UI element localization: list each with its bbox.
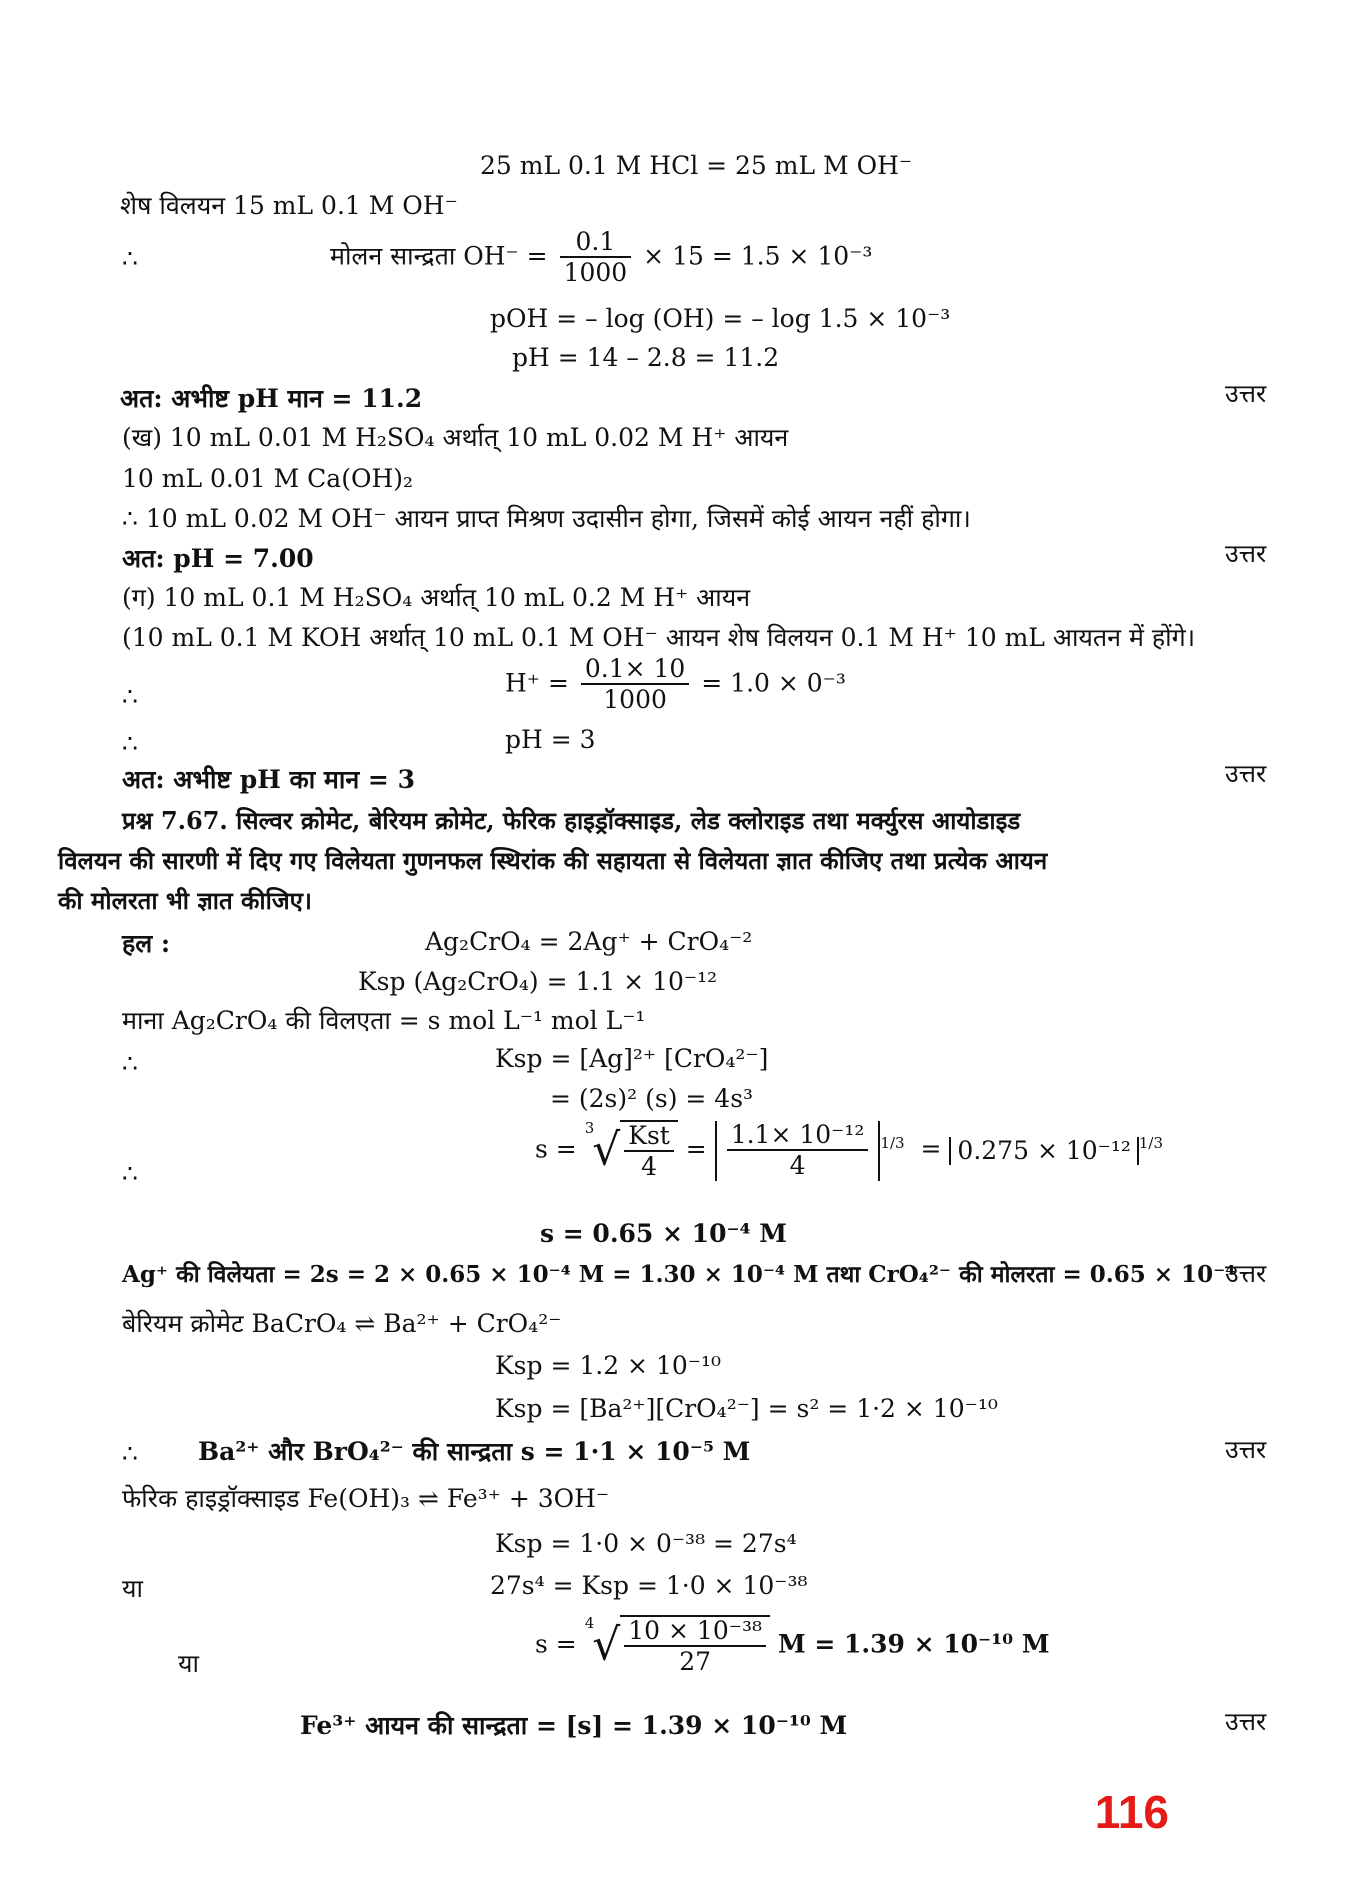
- fraction: [727, 1121, 869, 1181]
- eq-ag2cro4-dissociation: Ag₂CrO₄ = 2Ag⁺ + CrO₄⁻²: [425, 927, 753, 956]
- fraction-denominator: 1000: [603, 684, 667, 714]
- eq-poh: pOH = – log (OH) = – log 1.5 × 10⁻³: [490, 304, 951, 333]
- eq-ksp-4s3: = (2s)² (s) = 4s³: [550, 1084, 754, 1113]
- equals-sign: =: [920, 1134, 942, 1164]
- ferric-fourth-root: [535, 1615, 1050, 1677]
- ferric-ksp: Ksp = 1·0 × 0⁻³⁸ = 27s⁴: [495, 1529, 797, 1558]
- fraction-denominator: 1000: [563, 257, 628, 287]
- fraction-numerator: 10 × 10⁻³⁸: [624, 1617, 766, 1647]
- answer-label: उत्तर: [1225, 539, 1267, 568]
- part-ga-line2: (10 mL 0.1 M KOH अर्थात् 10 mL 0.1 M OH⁻ आयन शेष विलयन 0.1 M H⁺ 10 mL आयतन में होंगे।: [122, 623, 1196, 652]
- eq-solubility-assumption: माना Ag₂CrO₄ की विलएता = s mol L⁻¹ mol L⁻¹: [122, 1006, 646, 1035]
- ferric-concentration: Fe³⁺ आयन की सान्द्रता = [s] = 1.39 × 10⁻¹⁰ M: [300, 1711, 848, 1740]
- eq-lhs: मोलन सान्द्रता OH⁻ =: [330, 241, 548, 271]
- fraction: [581, 655, 689, 715]
- fraction-denominator: 4: [789, 1150, 806, 1180]
- question-7-67-line2: विलयन की सारणी में दिए गए विलेयता गुणनफल स्थिरांक की सहायता से विलेयता ज्ञात कीजिए तथा प्रत्येक आयन: [58, 846, 1048, 875]
- fraction-numerator: 0.1× 10: [581, 655, 689, 685]
- fraction: [560, 228, 632, 288]
- therefore-symbol: ∴: [122, 729, 138, 758]
- root-sign-icon: √: [592, 1124, 621, 1176]
- ferric-hydroxide-eq: फेरिक हाइड्रॉक्साइड Fe(OH)₃ ⇌ Fe³⁺ + 3OH⁻: [122, 1484, 610, 1513]
- eq-lhs: s =: [535, 1629, 577, 1659]
- eq-lhs: H⁺ =: [505, 668, 569, 698]
- fraction: [624, 1122, 674, 1182]
- eq-s-result: s = 0.65 × 10⁻⁴ M: [540, 1219, 787, 1248]
- fraction-numerator: 0.1: [560, 228, 632, 258]
- fraction: [624, 1617, 766, 1677]
- cube-root: [585, 1120, 678, 1182]
- power-one-third: 1/3: [880, 1133, 905, 1152]
- eq-neutralization: 25 mL 0.1 M HCl = 25 mL M OH⁻: [480, 151, 913, 180]
- answer-label: उत्तर: [1225, 759, 1267, 788]
- bracket-value: [715, 1121, 881, 1181]
- equals-sign: =: [685, 1134, 707, 1164]
- ferric-27s4: 27s⁴ = Ksp = 1·0 × 10⁻³⁸: [490, 1571, 808, 1600]
- fraction-denominator: 27: [679, 1646, 712, 1676]
- root-index: 3: [584, 1119, 595, 1137]
- eq-h-conc: [505, 655, 846, 715]
- result-ph-112: अत: अभीष्ट pH मान = 11.2: [120, 384, 423, 413]
- eq-ksp-ag2cro4: Ksp (Ag₂CrO₄) = 1.1 × 10⁻¹²: [358, 967, 718, 996]
- therefore-symbol: ∴: [122, 1439, 138, 1468]
- therefore-symbol: ∴: [122, 1159, 138, 1188]
- eq-rhs: = 1.0 × 0⁻³: [701, 668, 846, 698]
- page-number: 116: [1094, 1786, 1169, 1838]
- part-ga-line1: (ग) 10 mL 0.1 M H₂SO₄ अर्थात् 10 mL 0.2 M H⁺ आयन: [122, 583, 751, 612]
- answer-label: उत्तर: [1225, 1435, 1267, 1464]
- barium-chromate-eq: बेरियम क्रोमेट BaCrO₄ ⇌ Ba²⁺ + CrO₄²⁻: [122, 1309, 562, 1338]
- eq-cube-root: [535, 1120, 1163, 1182]
- therefore-symbol: ∴: [122, 682, 138, 711]
- or-label: या: [122, 1574, 143, 1603]
- power-one-third: 1/3: [1138, 1133, 1164, 1152]
- eq-molar-conc: [330, 228, 872, 288]
- fraction-numerator: 1.1× 10⁻¹²: [727, 1121, 869, 1151]
- root-radicand: [620, 1615, 770, 1677]
- eq-rhs: M = 1.39 × 10⁻¹⁰ M: [777, 1629, 1050, 1659]
- or-label: या: [178, 1649, 199, 1678]
- answer-label: उत्तर: [1225, 1707, 1267, 1736]
- part-kha-line3: ∴ 10 mL 0.02 M OH⁻ आयन प्राप्त मिश्रण उदासीन होगा, जिसमें कोई आयन नहीं होगा।: [122, 504, 971, 533]
- barium-ksp: Ksp = 1.2 × 10⁻¹⁰: [495, 1351, 722, 1380]
- question-7-67-line3: की मोलरता भी ज्ञात कीजिए।: [58, 886, 313, 915]
- eq-rhs: × 15 = 1.5 × 10⁻³: [643, 241, 873, 271]
- answer-label: उत्तर: [1225, 379, 1267, 408]
- solution-label: हल :: [122, 929, 171, 958]
- remaining-solution: शेष विलयन 15 mL 0.1 M OH⁻: [120, 191, 458, 220]
- part-kha-line1: (ख) 10 mL 0.01 M H₂SO₄ अर्थात् 10 mL 0.02 M H⁺ आयन: [122, 423, 789, 452]
- fraction-denominator: 4: [641, 1151, 658, 1181]
- root-radicand: [620, 1120, 678, 1182]
- root-sign-icon: √: [592, 1619, 621, 1671]
- therefore-symbol: ∴: [122, 1049, 138, 1078]
- eq-ph-3: pH = 3: [505, 725, 596, 754]
- barium-concentration: Ba²⁺ और BrO₄²⁻ की सान्द्रता s = 1·1 × 10⁻⁵ M: [198, 1437, 751, 1466]
- result-ph-3: अत: अभीष्ट pH का मान = 3: [122, 765, 415, 794]
- root-index: 4: [584, 1614, 595, 1632]
- result-ph-700: अत: pH = 7.00: [122, 544, 314, 573]
- bracket-value: 0.275 × 10⁻¹²: [949, 1137, 1138, 1165]
- answer-label: उत्तर: [1225, 1259, 1267, 1288]
- fourth-root: [585, 1615, 770, 1677]
- question-7-67-line1: प्रश्न 7.67. सिल्वर क्रोमेट, बेरियम क्रोमेट, फेरिक हाइड्रॉक्साइड, लेड क्लोराइड तथा मर्क्युरस आयोडाइड: [122, 806, 1021, 835]
- part-kha-line2: 10 mL 0.01 M Ca(OH)₂: [122, 464, 414, 493]
- ag-solubility-line: Ag⁺ की विलेयता = 2s = 2 × 0.65 × 10⁻⁴ M = 1.30 × 10⁻⁴ M तथा CrO₄²⁻ की मोलरता = 0.65 × 10⁻⁴: [122, 1261, 1236, 1288]
- eq-ph: pH = 14 – 2.8 = 11.2: [512, 343, 780, 372]
- eq-ksp-expression: Ksp = [Ag]²⁺ [CrO₄²⁻]: [495, 1044, 769, 1073]
- barium-ksp-s2: Ksp = [Ba²⁺][CrO₄²⁻] = s² = 1·2 × 10⁻¹⁰: [495, 1394, 998, 1423]
- eq-lhs: s =: [535, 1134, 577, 1164]
- fraction-numerator: Kst: [624, 1122, 674, 1152]
- therefore-symbol: ∴: [122, 244, 138, 273]
